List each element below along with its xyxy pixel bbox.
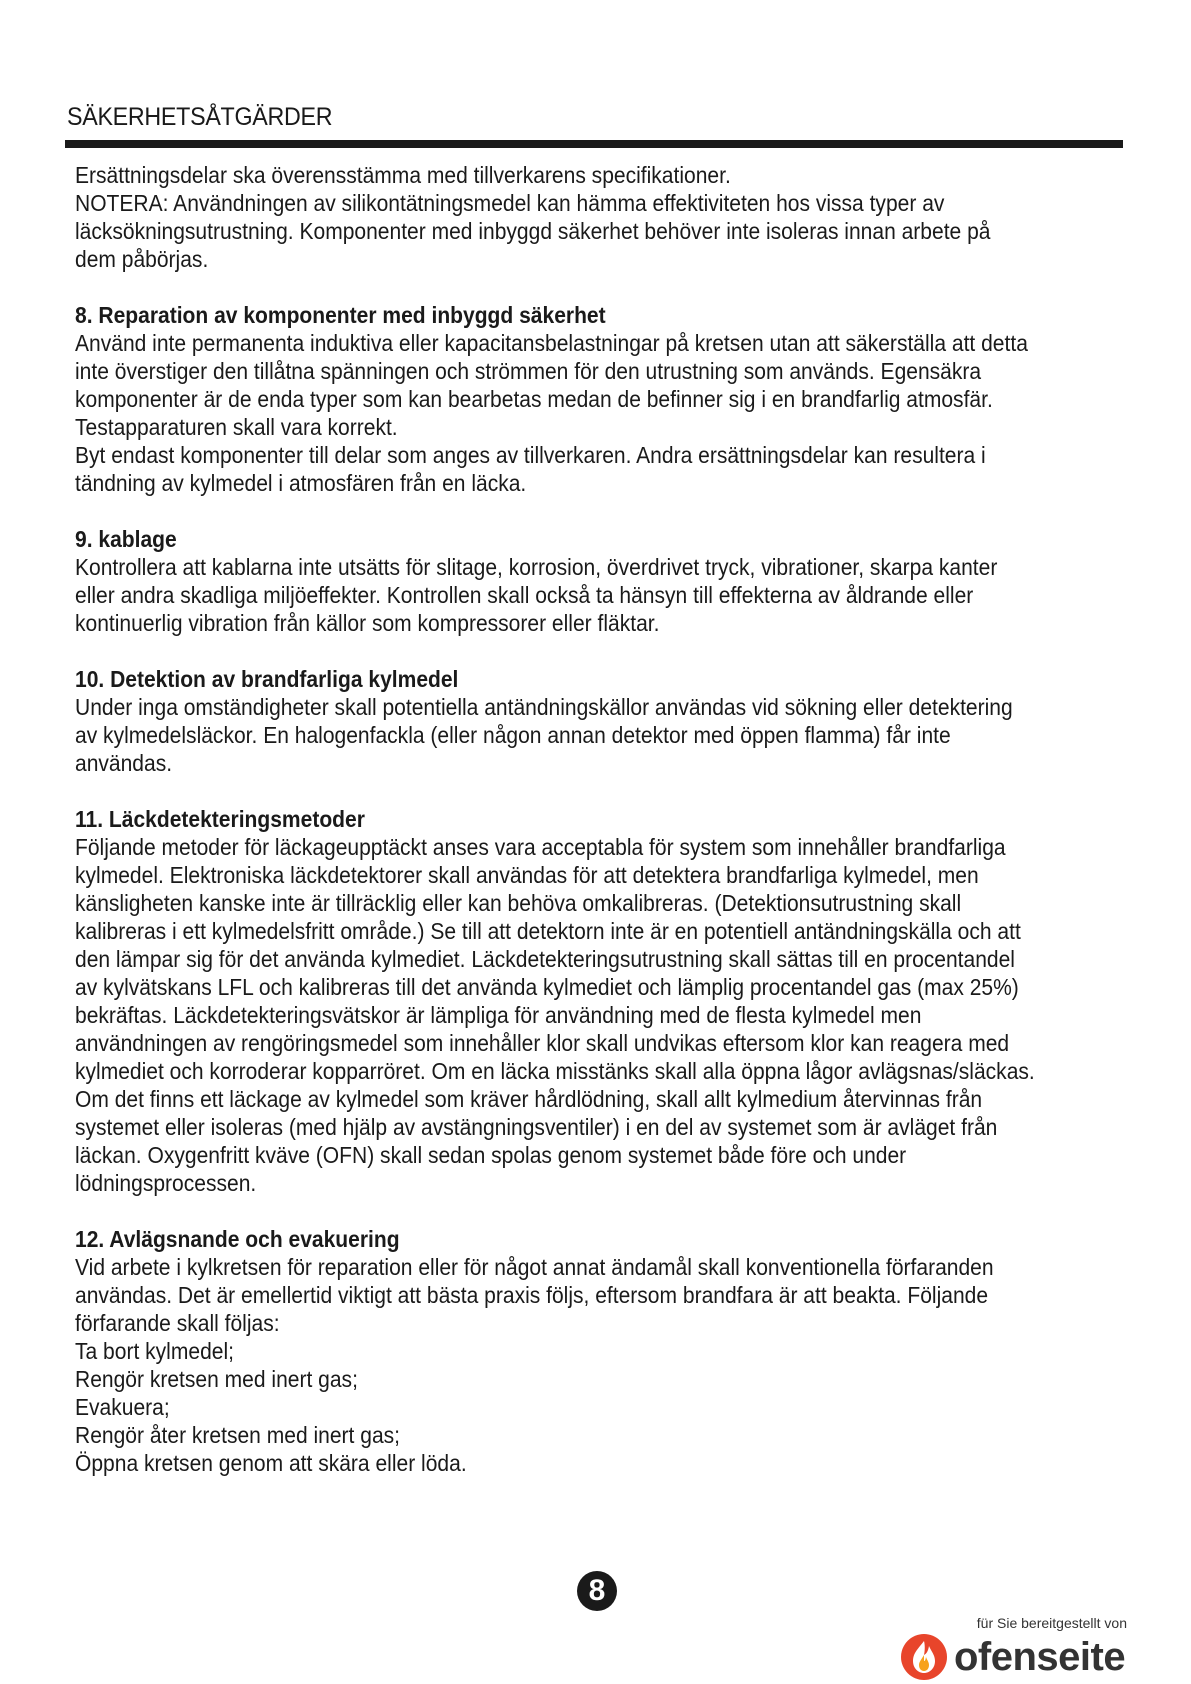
section-heading: 9. kablage: [75, 526, 177, 552]
section-line: bekräftas. Läckdetekteringsvätskor är lämpliga för användning med de flesta kylmedel men: [75, 1002, 922, 1028]
section-line: komponenter är de enda typer som kan bearbetas medan de befinner sig i en brandfarlig atmosfär.: [75, 386, 993, 412]
page-title: SÄKERHETSÅTGÄRDER: [67, 103, 333, 131]
intro-line: dem påbörjas.: [75, 246, 209, 272]
section-line: Öppna kretsen genom att skära eller löda.: [75, 1450, 467, 1476]
section-line: kalibreras i ett kylmedelsfritt område.) Se till att detektorn inte är en potentiell antändningskälla och att: [75, 918, 1021, 944]
section-line: Kontrollera att kablarna inte utsätts för slitage, korrosion, överdrivet tryck, vibrationer, skarpa kanter: [75, 554, 998, 580]
section-line: användas. Det är emellertid viktigt att bästa praxis följs, eftersom brandfara är att beakta. Följande: [75, 1282, 989, 1308]
section-heading: 11. Läckdetekteringsmetoder: [75, 806, 365, 832]
section-line: förfarande skall följas:: [75, 1310, 280, 1336]
section-line: Vid arbete i kylkretsen för reparation eller för något annat ändamål skall konventionella förfaranden: [75, 1254, 994, 1280]
flame-icon: [900, 1633, 948, 1681]
section-line: Ta bort kylmedel;: [75, 1338, 234, 1364]
section-line: den lämpar sig för det använda kylmediet. Läckdetekteringsutrustning skall sättas till en procentandel: [75, 946, 1015, 972]
section-line: kylmedel. Elektroniska läckdetektorer skall användas för att detektera brandfarliga kylmedel, men: [75, 862, 979, 888]
section-9: [75, 525, 1104, 637]
section-line: kontinuerlig vibration från källor som kompressorer eller fläktar.: [75, 610, 660, 636]
section-heading: 10. Detektion av brandfarliga kylmedel: [75, 666, 459, 692]
section-line: Under inga omständigheter skall potentiella antändningskällor användas vid sökning eller detektering: [75, 694, 1013, 720]
brand-logo: [900, 1633, 1125, 1681]
intro-line: NOTERA: Användningen av silikontätningsmedel kan hämma effektiviteten hos vissa typer av: [75, 190, 945, 216]
section-line: av kylvätskans LFL och kalibreras till det använda kylmediet och lämplig procentandel gas (max 25%): [75, 974, 1019, 1000]
section-line: kylmediet och korroderar kopparröret. Om en läcka misstänks skall alla öppna lågor avlägsnas/släckas.: [75, 1058, 1035, 1084]
section-10: [75, 665, 1104, 777]
section-line: Använd inte permanenta induktiva eller kapacitansbelastningar på kretsen utan att säkerställa att detta: [75, 330, 1028, 356]
section-line: Rengör kretsen med inert gas;: [75, 1366, 358, 1392]
section-line: eller andra skadliga miljöeffekter. Kontrollen skall också ta hänsyn till effekterna av åldrande eller: [75, 582, 974, 608]
document-body: [75, 161, 1104, 1477]
section-line: Följande metoder för läckageupptäckt anses vara acceptabla för system som innehåller brandfarliga: [75, 834, 1006, 860]
intro-line: Ersättningsdelar ska överensstämma med tillverkarens specifikationer.: [75, 162, 731, 188]
header-rule: [65, 140, 1123, 148]
section-12: [75, 1225, 1104, 1477]
section-heading: 8. Reparation av komponenter med inbyggd säkerhet: [75, 302, 606, 328]
section-line: Evakuera;: [75, 1394, 170, 1420]
section-line: Byt endast komponenter till delar som anges av tillverkaren. Andra ersättningsdelar kan resultera i: [75, 442, 986, 468]
section-heading: 12. Avlägsnande och evakuering: [75, 1226, 400, 1252]
section-8: [75, 301, 1104, 497]
section-11: [75, 805, 1104, 1197]
section-line: användningen av rengöringsmedel som innehåller klor skall undvikas eftersom klor kan reagera med: [75, 1030, 1010, 1056]
section-line: tändning av kylmedel i atmosfären från en läcka.: [75, 470, 527, 496]
section-line: användas.: [75, 750, 173, 776]
section-line: Testapparaturen skall vara korrekt.: [75, 414, 398, 440]
section-line: känsligheten kanske inte är tillräcklig eller kan behöva omkalibreras. (Detektionsutrustning skall: [75, 890, 962, 916]
section-line: läckan. Oxygenfritt kväve (OFN) skall sedan spolas genom systemet både före och under: [75, 1142, 907, 1168]
section-line: inte överstiger den tillåtna spänningen och strömmen för den utrustning som används. Egensäkra: [75, 358, 982, 384]
section-line: av kylmedelsläckor. En halogenfackla (eller någon annan detektor med öppen flamma) får inte: [75, 722, 951, 748]
section-line: lödningsprocessen.: [75, 1170, 257, 1196]
intro-block: [75, 161, 1104, 273]
section-line: Om det finns ett läckage av kylmedel som kräver hårdlödning, skall allt kylmedium återvinnas från: [75, 1086, 983, 1112]
brand-name: ofenseite: [954, 1634, 1126, 1679]
intro-line: läcksökningsutrustning. Komponenter med inbyggd säkerhet behöver inte isoleras innan arbete på: [75, 218, 991, 244]
section-line: systemet eller isoleras (med hjälp av avstängningsventiler) i en del av systemet som är avläget från: [75, 1114, 998, 1140]
page-number: 8: [577, 1571, 617, 1611]
credit-text: für Sie bereitgestellt von: [976, 1615, 1127, 1631]
section-line: Rengör åter kretsen med inert gas;: [75, 1422, 401, 1448]
